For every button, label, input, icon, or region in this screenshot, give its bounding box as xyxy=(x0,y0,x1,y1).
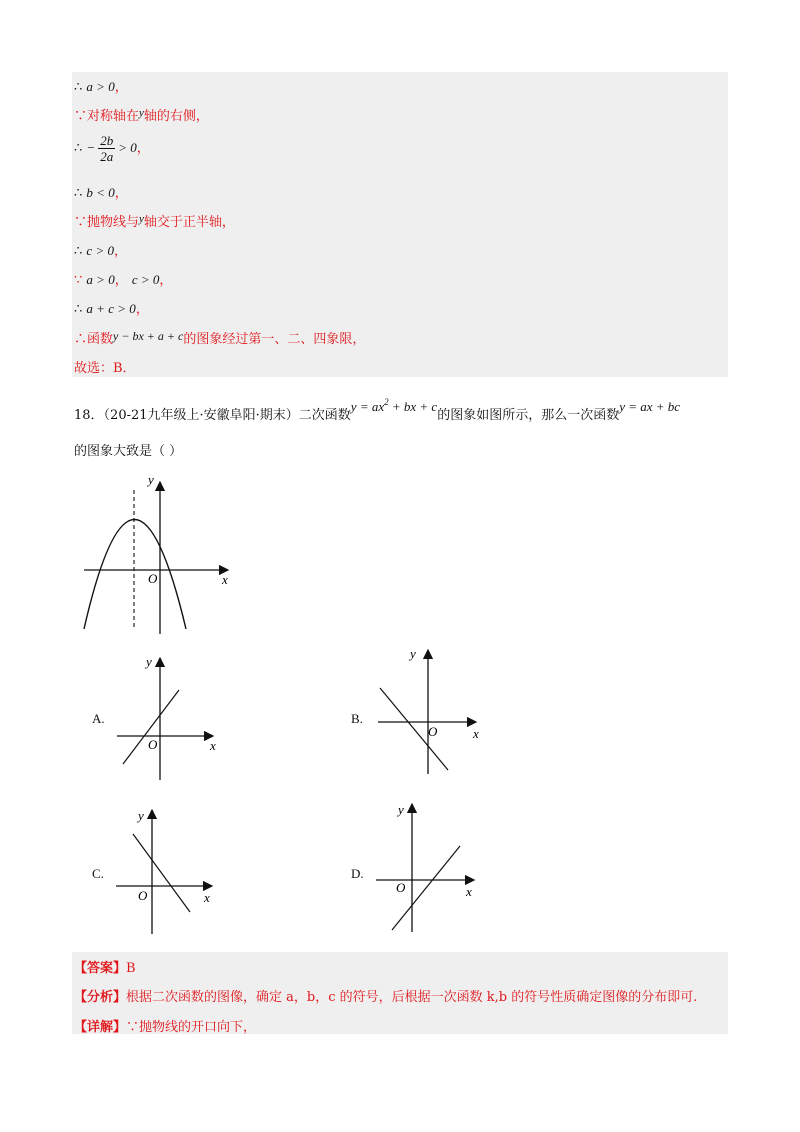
linear-line xyxy=(380,688,448,770)
math-expr: c > 0 xyxy=(131,272,160,287)
option-c-label[interactable]: C. xyxy=(92,866,104,881)
solution-line-3 xyxy=(74,133,150,164)
solution-line-7 xyxy=(74,269,172,288)
text: 对称轴在 xyxy=(87,109,140,124)
origin-label: O xyxy=(396,880,406,895)
math-expr: a + c > 0 xyxy=(86,301,136,316)
therefore-symbol: ∴ xyxy=(74,244,83,259)
solution-line-10: 故选：B． xyxy=(74,361,136,376)
solution-line-9 xyxy=(74,328,365,347)
x-label: x xyxy=(222,572,228,587)
text: 轴交于正半轴， xyxy=(143,215,235,230)
punct: ， xyxy=(159,273,173,288)
math-expr: a > 0 xyxy=(86,272,115,287)
math-expr: c > 0 xyxy=(86,243,114,258)
formula-quadratic xyxy=(351,399,437,414)
y-label: y xyxy=(146,654,152,669)
answer-value: B xyxy=(126,961,136,976)
punct: ， xyxy=(114,186,128,201)
math-expr: a > 0 xyxy=(86,79,115,94)
denominator: 2a xyxy=(100,149,114,164)
punct: ， xyxy=(114,80,128,95)
detail-line xyxy=(74,1016,256,1035)
punct: ， xyxy=(113,244,127,259)
detail-tag: 【详解】 xyxy=(74,1020,127,1035)
parabola-curve xyxy=(84,520,186,630)
punct: ， xyxy=(135,302,149,317)
option-b-graph[interactable] xyxy=(376,646,486,776)
option-c-graph[interactable] xyxy=(114,806,224,936)
x-label: x xyxy=(466,884,472,899)
option-a-graph[interactable] xyxy=(115,652,225,782)
therefore-symbol: ∴ xyxy=(74,186,83,201)
exponent: 2 xyxy=(384,397,389,407)
formula-linear: y = ax + bc xyxy=(619,399,681,414)
origin-label: O xyxy=(138,888,148,903)
math-expr: y − bx + a + c xyxy=(113,329,184,343)
x-label: x xyxy=(204,890,210,905)
x-label: x xyxy=(210,738,216,753)
option-a-label[interactable]: A. xyxy=(92,711,105,726)
y-label: y xyxy=(398,802,404,817)
math-expr: b < 0 xyxy=(86,185,115,200)
answer-tag: 【答案】 xyxy=(74,961,127,976)
fraction xyxy=(98,133,115,164)
because-symbol: ∵ xyxy=(74,109,88,124)
analysis-line xyxy=(74,986,697,1005)
origin-label: O xyxy=(428,724,438,739)
answer-line xyxy=(74,957,136,976)
question-number: 18． xyxy=(74,408,104,423)
x-label: x xyxy=(473,726,479,741)
option-b-label[interactable]: B. xyxy=(351,711,363,726)
analysis-text: 根据二次函数的图像，确定 a，b，c 的符号，后根据一次函数 k,b 的符号性质确定图像的分布即可. xyxy=(126,990,698,1005)
because-symbol: ∵ xyxy=(74,273,83,288)
var-y: y xyxy=(139,107,144,119)
therefore-symbol: ∴ xyxy=(74,141,83,156)
text: 的图象经过第一、二、四象限， xyxy=(183,332,366,347)
solution-line-1 xyxy=(74,76,128,95)
formula-part: y = ax xyxy=(350,399,385,414)
option-d-label[interactable]: D. xyxy=(351,866,364,881)
origin-label: O xyxy=(148,571,158,586)
numerator: 2b xyxy=(100,133,114,148)
math-expr: > 0 xyxy=(118,140,137,155)
option-d-graph[interactable] xyxy=(374,800,484,935)
text: 抛物线与 xyxy=(87,215,140,230)
y-label: y xyxy=(148,472,154,487)
punct: ， xyxy=(136,141,150,156)
detail-text: ∵抛物线的开口向下， xyxy=(126,1020,257,1035)
because-symbol: ∵ xyxy=(74,215,88,230)
parabola-graph xyxy=(78,472,238,637)
question-18-line2: 的图象大致是（ ） xyxy=(74,444,183,459)
text: 轴的右侧， xyxy=(143,109,209,124)
solution-line-2 xyxy=(74,105,209,124)
solution-line-5 xyxy=(74,211,235,230)
therefore-symbol: ∴ xyxy=(74,80,83,95)
question-source: （20-21九年级上·安徽阜阳·期末）二次函数 xyxy=(103,408,351,423)
solution-line-4 xyxy=(74,182,128,201)
analysis-tag: 【分析】 xyxy=(74,990,127,1005)
question-18 xyxy=(74,397,680,423)
solution-line-8 xyxy=(74,298,149,317)
origin-label: O xyxy=(148,737,158,752)
question-text: 的图象如图所示，那么一次函数 xyxy=(437,408,620,423)
minus: − xyxy=(86,140,96,155)
y-label: y xyxy=(138,808,144,823)
formula-part: + bx + c xyxy=(388,399,438,414)
var-y: y xyxy=(139,213,144,225)
linear-line xyxy=(123,690,179,764)
solution-line-6 xyxy=(74,240,127,259)
therefore-symbol: ∴ xyxy=(74,332,88,347)
punct: ， xyxy=(114,273,128,288)
therefore-symbol: ∴ xyxy=(74,302,83,317)
y-label: y xyxy=(410,646,416,661)
text: 函数 xyxy=(87,332,114,347)
